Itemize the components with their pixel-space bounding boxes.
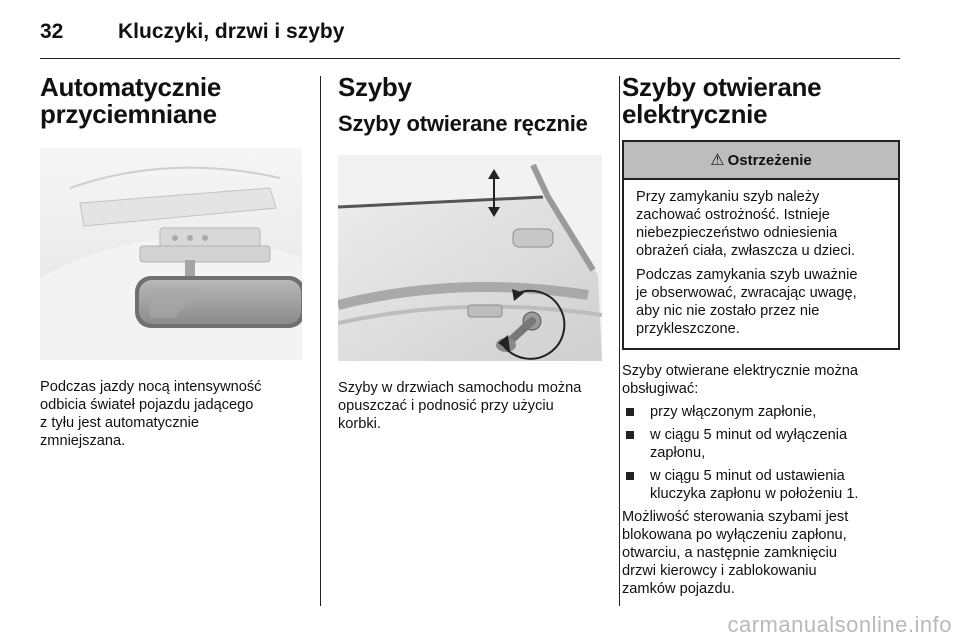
- power-windows-lock-note: Możliwość sterowania szybami jest blokowana po wyłączeniu zapłonu, otwarciu, a następnie zamknięciu drzwi kierowcy i zablokowaniu zamków pojazdu.: [622, 509, 849, 597]
- section-heading-power-windows: Szyby otwierane elektrycznie: [622, 72, 822, 129]
- rearview-mirror-illustration: [40, 148, 302, 360]
- warning-paragraph-1: Przy zamykaniu szyb należy zachować ostrożność. Istnieje niebezpieczeństwo odniesienia obrażeń ciała, zwłaszcza u dzieci.: [636, 189, 856, 259]
- column-divider-2: [619, 76, 620, 606]
- power-windows-conditions-list: [622, 403, 900, 503]
- bullet-square-icon: [626, 472, 634, 480]
- warning-triangle-icon: ⚠: [710, 152, 725, 169]
- section-heading-windows: Szyby: [338, 72, 412, 102]
- bullet-square-icon: [626, 431, 634, 439]
- running-title: Kluczyki, drzwi i szyby: [118, 20, 345, 43]
- column-auto-dimming: [40, 74, 304, 450]
- warning-body: [624, 180, 898, 348]
- column-power-windows: [622, 74, 900, 598]
- rearview-mirror-icon: [40, 148, 302, 360]
- warning-title: Ostrzeżenie: [727, 151, 812, 169]
- page-number: 32: [40, 20, 64, 43]
- subsection-heading-manual-windows: Szyby otwierane ręcznie: [338, 111, 588, 136]
- warning-header: [624, 142, 898, 180]
- bullet-square-icon: [626, 408, 634, 416]
- window-crank-icon: [338, 155, 602, 361]
- list-item: w ciągu 5 minut od wyłączenia zapłonu,: [622, 426, 900, 462]
- window-crank-illustration: [338, 155, 602, 361]
- manual-windows-description: Szyby w drzwiach samochodu można opuszczać i podnosić przy użyciu korbki.: [338, 380, 582, 432]
- power-windows-intro: Szyby otwierane elektrycznie można obsługiwać:: [622, 363, 859, 397]
- list-item: przy włączonym zapłonie,: [622, 403, 900, 421]
- auto-dimming-description: Podczas jazdy nocą intensywność odbicia świateł pojazdu jadącego z tyłu jest automatycznie zmniejszana.: [40, 379, 262, 449]
- warning-paragraph-2: Podczas zamykania szyb uważnie je obserwować, zwracając uwagę, aby nic nie zostało przez nie przykleszczone.: [636, 267, 858, 337]
- list-item: w ciągu 5 minut od ustawienia kluczyka zapłonu w położeniu 1.: [622, 467, 900, 503]
- header-rule: [40, 58, 900, 59]
- warning-box: [622, 140, 900, 350]
- section-heading-auto-dimming: Automatycznie przyciemniane: [40, 72, 222, 129]
- watermark: carmanualsonline.info: [727, 612, 952, 637]
- page-header: [40, 14, 900, 50]
- column-divider-1: [320, 76, 321, 606]
- column-windows: [338, 74, 602, 433]
